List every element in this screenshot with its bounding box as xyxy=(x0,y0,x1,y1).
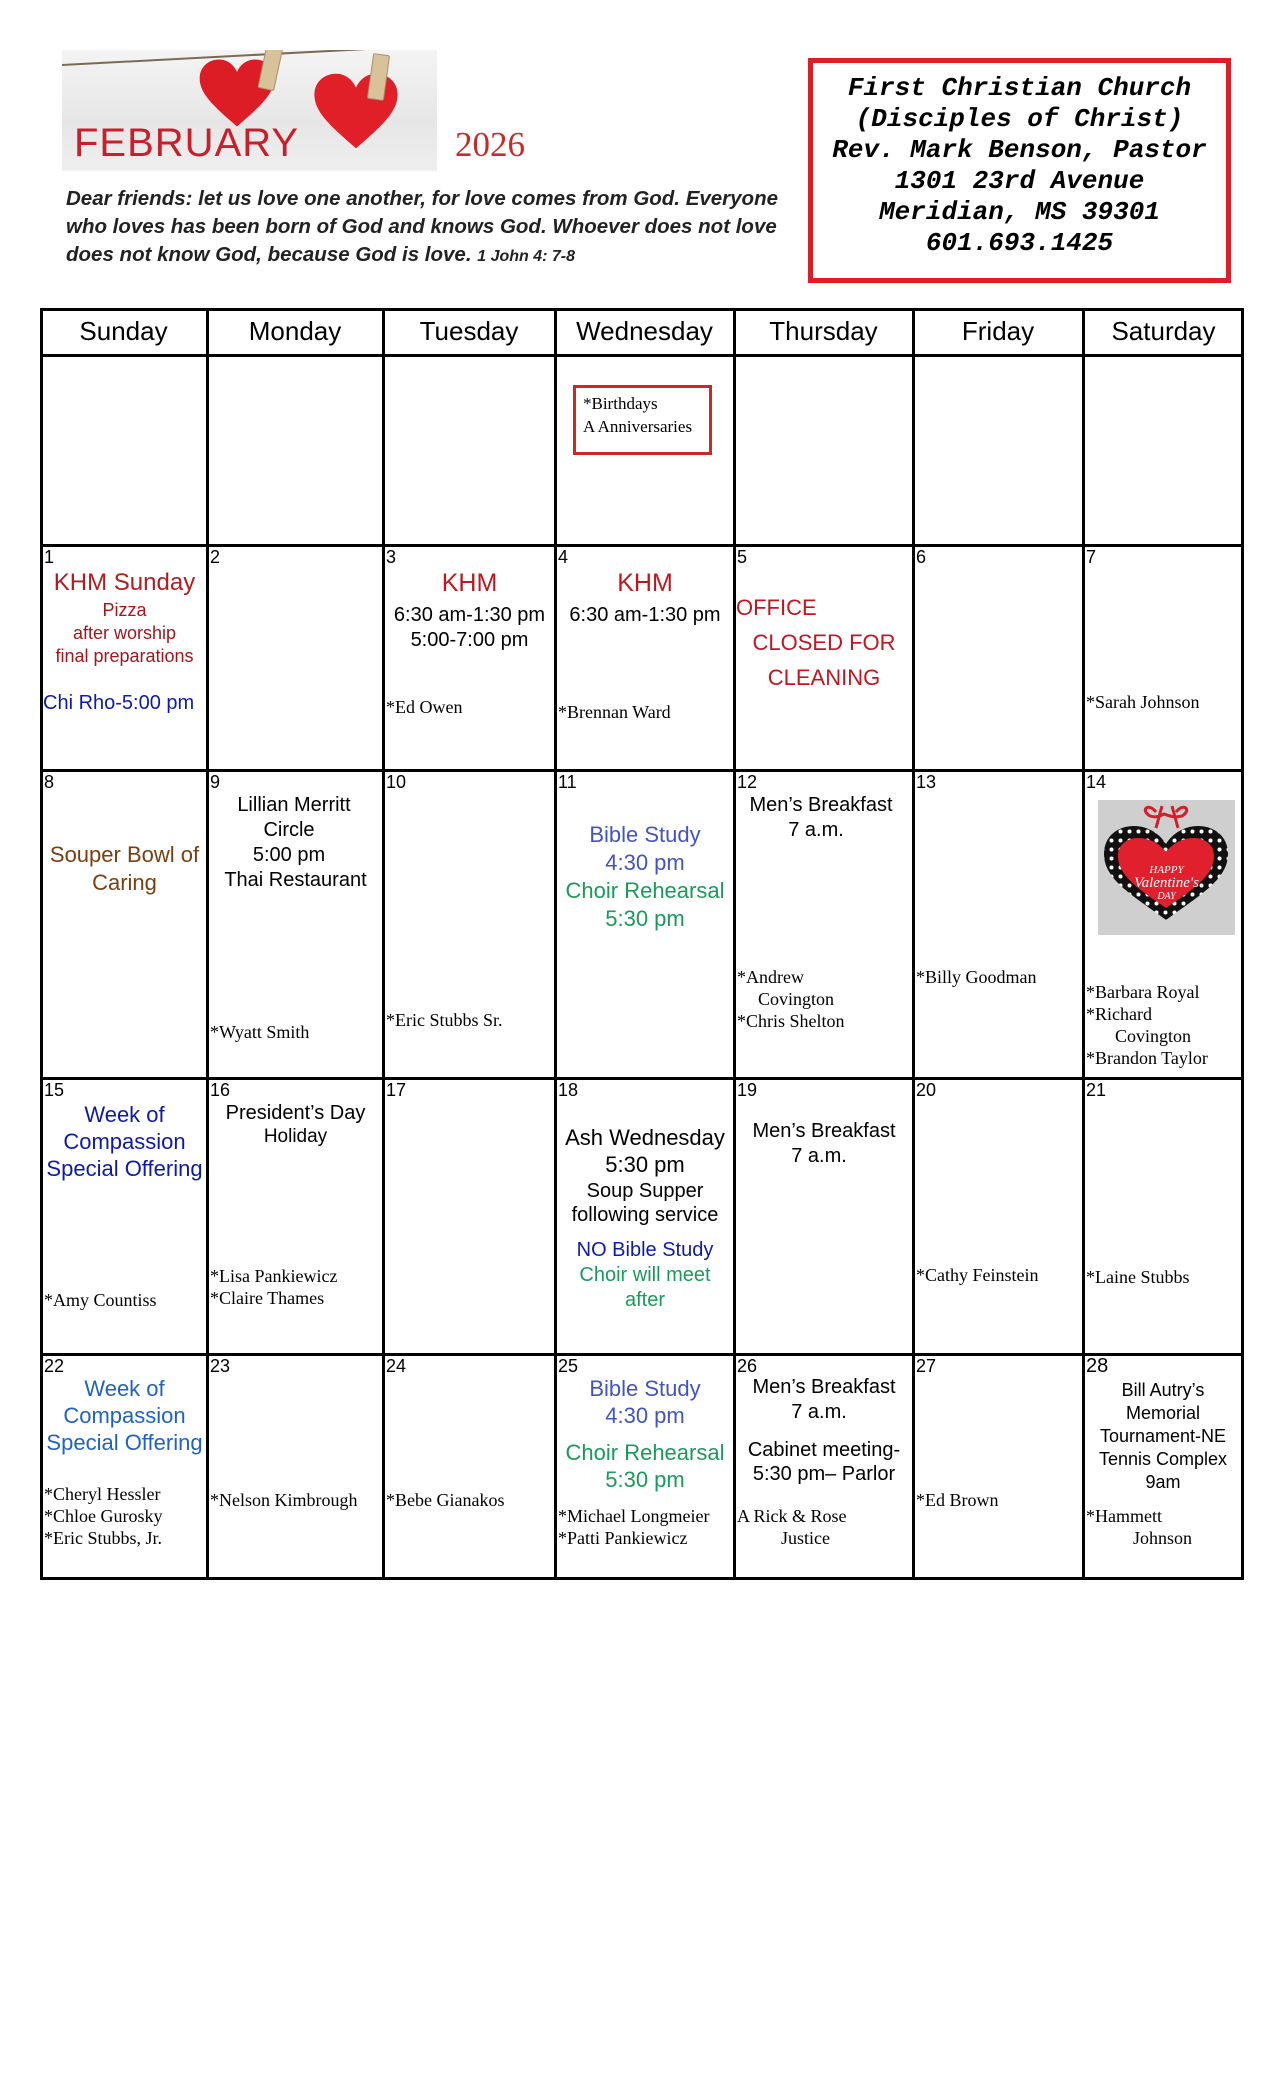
grid-line xyxy=(1241,308,1244,1580)
birthday-entry: *Andrew xyxy=(737,967,804,987)
birthday-entry: *Ed Brown xyxy=(916,1490,999,1510)
weekday-wednesday: Wednesday xyxy=(576,316,713,346)
day-cell xyxy=(1085,1356,1241,1577)
event-text: Tennis Complex xyxy=(1098,1449,1228,1469)
weekday-friday: Friday xyxy=(961,316,1035,346)
event-text: 5:30 pm– Parlor xyxy=(752,1463,896,1485)
event-title: NO Bible Study xyxy=(576,1239,714,1261)
year-title: 2026 xyxy=(455,125,525,164)
day-cell xyxy=(385,1080,554,1353)
day-number: 5 xyxy=(737,547,748,567)
month-title: FEBRUARY xyxy=(74,121,300,165)
event-text: after xyxy=(624,1289,666,1311)
weekday-tuesday: Tuesday xyxy=(419,316,519,346)
day-number: 22 xyxy=(44,1356,65,1376)
day-cell xyxy=(915,547,1082,769)
pastor-name: Rev. Mark Benson, Pastor xyxy=(832,135,1207,165)
event-text: Cabinet meeting- xyxy=(747,1439,901,1461)
event-text: Holiday xyxy=(263,1126,328,1147)
birthday-entry: *Laine Stubbs xyxy=(1086,1267,1190,1287)
event-text: 5:30 pm xyxy=(605,1152,685,1177)
church-name: First Christian Church xyxy=(847,73,1192,103)
event-text: 7 a.m. xyxy=(791,1145,847,1167)
event-text: 5:30 pm xyxy=(605,906,685,931)
day-cell xyxy=(557,547,733,769)
event-title: KHM xyxy=(441,569,498,597)
legend-box xyxy=(573,385,712,455)
birthday-entry: *Wyatt Smith xyxy=(210,1022,310,1042)
birthday-entry: *Lisa Pankiewicz xyxy=(210,1266,338,1286)
event-text: Tournament-NE xyxy=(1099,1426,1227,1446)
day-cell xyxy=(557,1356,733,1577)
weekday-monday: Monday xyxy=(248,316,342,346)
legend-anniversaries: A Anniversaries xyxy=(583,417,693,436)
event-title: Choir Rehearsal xyxy=(565,878,725,903)
heart-icon xyxy=(312,72,400,150)
scripture-verse xyxy=(66,185,786,271)
february-banner-image xyxy=(62,50,437,171)
day-cell xyxy=(915,1080,1082,1353)
event-text: President’s Day xyxy=(225,1102,366,1124)
event-text: Memorial xyxy=(1125,1403,1200,1423)
day-number: 10 xyxy=(386,772,407,792)
church-phone: 601.693.1425 xyxy=(925,228,1114,258)
grid-line xyxy=(40,308,1244,311)
church-street: 1301 23rd Avenue xyxy=(894,166,1145,196)
birthday-entry: *Barbara Royal xyxy=(1086,982,1200,1002)
event-text: Chi Rho-5:00 pm xyxy=(43,692,195,714)
day-cell xyxy=(43,772,206,1077)
event-title: Special Offering xyxy=(46,1430,203,1455)
day-number: 1 xyxy=(44,547,55,567)
birthday-entry: *Nelson Kimbrough xyxy=(210,1490,358,1510)
day-number: 4 xyxy=(558,547,569,567)
church-info-box xyxy=(808,58,1231,283)
birthday-entry: *Cathy Feinstein xyxy=(916,1265,1039,1285)
birthday-entry: *Billy Goodman xyxy=(916,967,1037,987)
event-text: Men’s Breakfast xyxy=(752,1376,896,1398)
event-text: after worship xyxy=(72,623,177,643)
birthday-entry: Covington xyxy=(1115,1026,1192,1046)
event-text: Men’s Breakfast xyxy=(752,1120,896,1142)
valentine-text-line: DAY xyxy=(1157,891,1176,902)
day-cell xyxy=(43,1356,206,1577)
day-cell xyxy=(557,772,733,1077)
event-title: Bible Study xyxy=(589,1376,701,1401)
event-text: Men’s Breakfast xyxy=(749,794,893,816)
day-cell xyxy=(43,1080,206,1353)
event-title: Bible Study xyxy=(589,822,701,847)
day-cell xyxy=(209,547,382,769)
day-number: 21 xyxy=(1086,1080,1107,1100)
event-text: 4:30 pm xyxy=(605,850,685,875)
legend-birthdays: *Birthdays xyxy=(583,394,658,413)
day-number: 2 xyxy=(210,547,221,567)
event-title: Ash Wednesday xyxy=(565,1125,725,1150)
day-number: 27 xyxy=(916,1356,937,1376)
event-text: 5:00-7:00 pm xyxy=(410,629,529,651)
day-cell xyxy=(43,547,206,769)
event-title: CLOSED FOR xyxy=(752,630,896,655)
grid-line xyxy=(40,354,1244,357)
birthday-entry: *Patti Pankiewicz xyxy=(558,1528,688,1548)
event-text: following service xyxy=(571,1204,719,1226)
day-number: 19 xyxy=(737,1080,758,1100)
valentine-text-line: Valentine's xyxy=(1134,875,1199,891)
event-title: Choir Rehearsal xyxy=(565,1440,725,1465)
day-number: 26 xyxy=(737,1356,758,1376)
birthday-entry: *Sarah Johnson xyxy=(1086,692,1200,712)
day-number: 13 xyxy=(916,772,937,792)
day-cell xyxy=(209,772,382,1077)
day-cell xyxy=(385,772,554,1077)
day-number: 25 xyxy=(558,1356,579,1376)
day-number: 20 xyxy=(916,1080,937,1100)
day-cell xyxy=(736,547,912,769)
event-title: Compassion xyxy=(63,1403,186,1428)
birthday-entry: *Claire Thames xyxy=(210,1288,325,1308)
day-number: 17 xyxy=(386,1080,407,1100)
birthday-entry: *Michael Longmeier xyxy=(558,1506,710,1526)
event-title: CLEANING xyxy=(767,665,881,690)
birthday-entry: *Eric Stubbs Sr. xyxy=(386,1010,503,1030)
event-text: 9am xyxy=(1145,1472,1181,1492)
day-number: 8 xyxy=(44,772,55,792)
calendar-grid xyxy=(40,308,1244,1580)
weekday-sunday: Sunday xyxy=(79,316,168,346)
event-text: Pizza xyxy=(102,600,147,620)
day-cell xyxy=(209,1356,382,1577)
event-title: Week of xyxy=(84,1102,165,1127)
day-cell xyxy=(1085,547,1241,769)
clothespin-icon xyxy=(257,50,283,91)
day-cell xyxy=(1085,1080,1241,1353)
birthday-entry: *Richard xyxy=(1086,1004,1152,1024)
day-cell xyxy=(915,772,1082,1077)
day-cell xyxy=(736,1356,912,1577)
event-text: Circle xyxy=(263,819,315,841)
day-cell xyxy=(736,772,912,1077)
valentine-text-line: HAPPY xyxy=(1149,864,1184,876)
event-title: Souper Bowl of xyxy=(49,842,200,867)
birthday-entry: *Brennan Ward xyxy=(558,702,671,722)
day-number: 14 xyxy=(1086,772,1107,792)
day-cell xyxy=(557,1080,733,1353)
event-text: 7 a.m. xyxy=(788,819,844,841)
day-number: 23 xyxy=(210,1356,231,1376)
birthday-entry: *Bebe Gianakos xyxy=(386,1490,505,1510)
day-number: 18 xyxy=(558,1080,579,1100)
event-text: Thai Restaurant xyxy=(224,869,367,891)
birthday-entry: *Brandon Taylor xyxy=(1086,1048,1208,1068)
event-text: Soup Supper xyxy=(586,1180,704,1202)
event-text: 5:00 pm xyxy=(252,844,326,866)
birthday-entry: Covington xyxy=(758,989,835,1009)
day-number: 15 xyxy=(44,1080,65,1100)
church-city: Meridian, MS 39301 xyxy=(879,197,1160,227)
event-title: KHM Sunday xyxy=(53,569,196,596)
day-number: 9 xyxy=(210,772,221,792)
event-title: OFFICE xyxy=(736,595,817,620)
birthday-entry: *Eric Stubbs, Jr. xyxy=(44,1528,163,1548)
day-cell xyxy=(385,1356,554,1577)
event-title: Week of xyxy=(84,1376,165,1401)
event-text: 6:30 am-1:30 pm xyxy=(393,604,546,626)
event-title: KHM xyxy=(617,569,673,597)
anniversary-entry: Justice xyxy=(781,1528,830,1548)
event-text: 6:30 am-1:30 pm xyxy=(569,604,721,626)
day-cell xyxy=(385,547,554,769)
day-cell xyxy=(209,1080,382,1353)
birthday-entry: *Chris Shelton xyxy=(737,1011,845,1031)
day-number: 11 xyxy=(558,772,577,792)
weekday-saturday: Saturday xyxy=(1111,316,1216,346)
valentine-text xyxy=(1098,864,1235,903)
event-title: Compassion xyxy=(63,1129,186,1154)
event-text: final preparations xyxy=(55,646,194,666)
valentines-day-image xyxy=(1098,800,1235,935)
birthday-entry: Johnson xyxy=(1133,1528,1193,1548)
anniversary-entry: A Rick & Rose xyxy=(737,1506,847,1526)
church-denomination: (Disciples of Christ) xyxy=(855,104,1184,134)
day-number: 28 xyxy=(1086,1355,1109,1377)
grid-line xyxy=(40,1577,1244,1580)
event-text: 7 a.m. xyxy=(791,1401,847,1423)
birthday-entry: *Hammett xyxy=(1086,1506,1162,1526)
day-number: 3 xyxy=(386,547,397,567)
event-text: Choir will meet xyxy=(579,1264,711,1286)
event-title: Special Offering xyxy=(46,1156,203,1181)
event-text: Lillian Merritt xyxy=(237,794,351,816)
event-title: Caring xyxy=(92,870,157,895)
day-number: 16 xyxy=(210,1080,231,1100)
day-number: 12 xyxy=(737,772,758,792)
event-text: 4:30 pm xyxy=(605,1403,685,1428)
event-text: Bill Autry’s xyxy=(1121,1380,1205,1400)
day-number: 24 xyxy=(386,1356,407,1376)
event-text: 5:30 pm xyxy=(605,1467,685,1492)
birthday-entry: *Cheryl Hessler xyxy=(44,1484,161,1504)
weekday-thursday: Thursday xyxy=(769,316,878,346)
verse-text: Dear friends: let us love one another, for love comes from God. Everyone who loves has been born of God and knows God. Whoever does not love does not know God, because God is love. xyxy=(66,187,778,266)
verse-reference: 1 John 4: 7-8 xyxy=(477,248,576,265)
day-number: 7 xyxy=(1086,547,1097,567)
birthday-entry: *Ed Owen xyxy=(386,697,463,717)
birthday-entry: *Chloe Gurosky xyxy=(44,1506,163,1526)
day-cell xyxy=(915,1356,1082,1577)
day-number: 6 xyxy=(916,547,927,567)
birthday-entry: *Amy Countiss xyxy=(44,1290,157,1310)
day-cell xyxy=(736,1080,912,1353)
